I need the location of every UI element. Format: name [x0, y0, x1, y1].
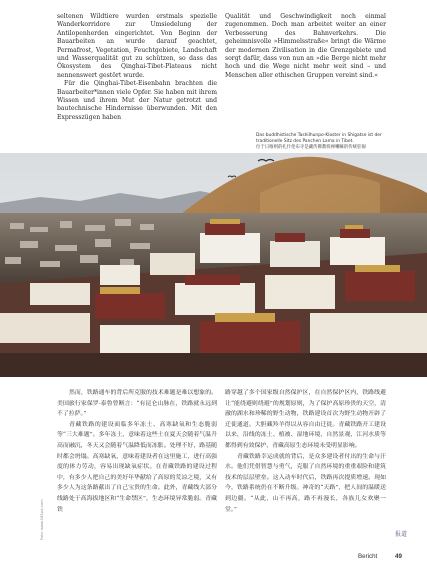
photo-caption	[256, 133, 396, 152]
monastery-photo	[0, 153, 427, 377]
german-paragraph: Für die Qinghai-Tibet-Eisenbahn brachten die Bauarbeiter*innen viele Opfer. Sie haben mit ihrem Wissen und ihrem Mut der Natur getrotzt und bautechnische Hindernisse überwunden. Mit den Expresszügen haben	[57, 80, 217, 121]
german-paragraph: seltenen Wildtiere wurden erstmals spezielle Wanderkorridore zur Umsiedelung der Antilopenherden eingerichtet. Von Beginn der Bauarbeiten an wurde darauf geachtet, Permafrost, Vegetation, Feuchtgebiete, Landschaft und Wasserqualität gut zu schützen, so dass das Ökosystem des Qinghai-Tibet-Plateaus nicht nennenswert gestört wurde.	[57, 13, 217, 79]
caption-german: Das buddhistische Tashilhunpo-Kloster in Shigatse ist der traditionelle Sitz des Panchen Lama in Tibet.	[256, 133, 382, 145]
german-text-left	[57, 13, 217, 122]
caption-chinese: 位于日喀则的扎什伦布寺是藏传佛教班禅喇嘛的传统驻锡	[256, 145, 366, 151]
section-label-chinese: 报道	[394, 531, 407, 538]
chinese-paragraph: 然而，铁路通车的背后所克服的技术难题是难以想象的。美国旅行家保罗·泰鲁曾断言：“有昆仑山脉在，铁路就永远到不了拉萨。”	[57, 390, 217, 418]
section-label: Bericht	[358, 553, 378, 560]
chinese-paragraph: 青藏铁路的建设面临多年冻土、高寒缺氧和生态脆弱等“三大难题”。多年冻土，意味着这些土在夏天会随着气温升高而融沉，冬天又会随着气温降低而冻胀。处理不好，路基随时都会坍塌。高寒缺氧，意味着建设者在这里施工，进行高强度的体力劳动，容易出现缺氧症状。在青藏铁路的建设过程中，有多少人把自己的美好年华献给了高原的荒凉之境，又有多少人为这条路献出了自己宝贵的生命。此外，青藏线大部分线路处于高海拔地区和“生命禁区”，生态环境异常脆弱。青藏铁	[57, 421, 217, 513]
chinese-paragraph: 路穿越了多个国家级自然保护区，在自然保护区内，铁路线避让“能绕避则绕避”的规划原则，为了保护高原珍贵的天空，清澈的湖水和珍稀的野生动物，铁路建设首次为野生动物开辟了迁徙通道。大胆藏羚羊得以从容自由迁徙。青藏铁路开工建设以来，沿线的冻土、植被、湿地环境、自然景观、江河水质等都得到有效保护，青藏高原生态环境未受明显影响。	[225, 390, 386, 449]
page-number: 49	[395, 553, 402, 560]
german-text-right	[225, 13, 386, 80]
photo-credit: Foto: www.163pic.com	[40, 499, 44, 540]
german-paragraph: Qualität und Geschwindigkeit noch einmal zugenommen. Doch man arbeitet weiter an einer Verbesserung des Bahnverkehrs. Die geheimnisvolle »Himmelsstraße« bringt die Wärme der modernen Zivilisation in die Grenzgebiete und sorgt dafür, dass von nun an »die Berge nicht mehr hoch und die Wege nicht mehr weit sind – und Menschen aller ethischen Gruppen vereint sind.«	[225, 13, 386, 79]
chinese-text-right	[225, 388, 386, 515]
chinese-paragraph: 青藏铁路幸运成就的背后，是众多建设者付出的生命与汗水。他们凭借智慧与勇气，克服了自然环境的重重艰险和建筑技术的层层壁垒。这入动车时代后，铁路再次提质增速。现如今，铁路系统仍在不断升级。神奇的“天路”，把人间的温暖送到边疆。“从此，山不再高，路不再漫长，各族儿女欢聚一堂。”	[225, 453, 386, 513]
chinese-text-left	[57, 388, 217, 515]
